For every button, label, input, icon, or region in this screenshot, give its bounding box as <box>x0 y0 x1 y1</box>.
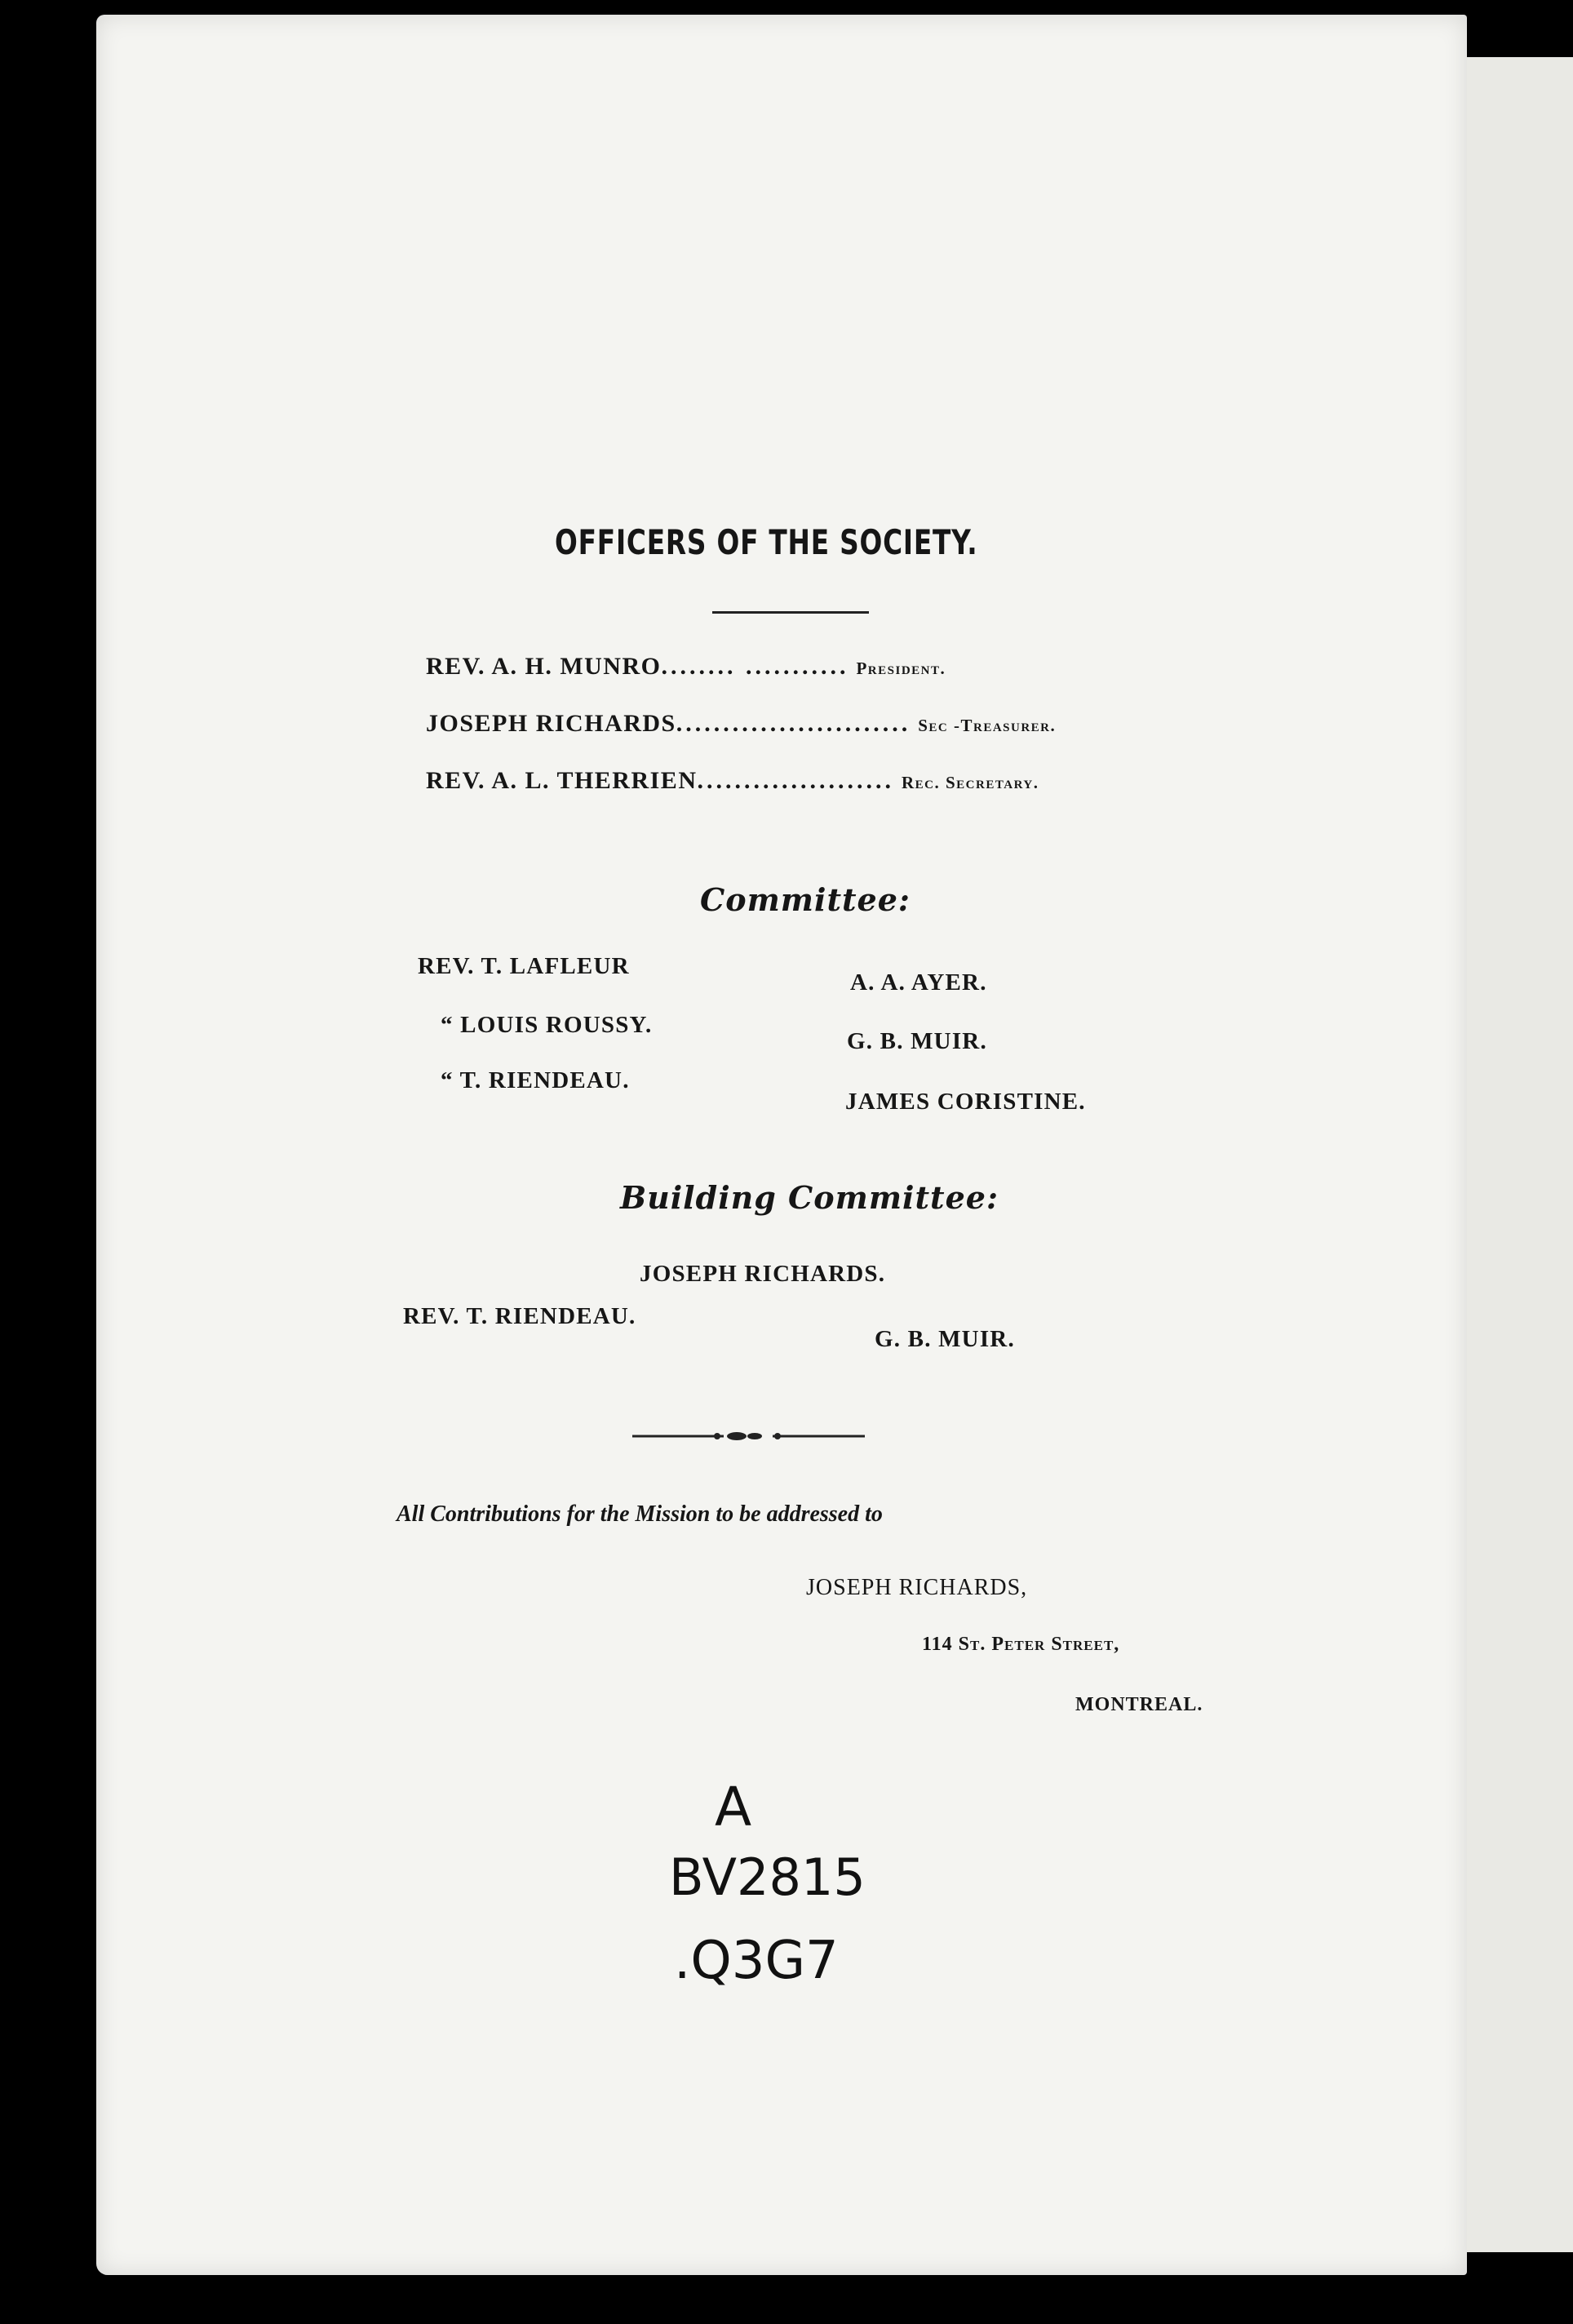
leader-dots: ........ ........... <box>661 653 849 680</box>
officer-role: President. <box>856 659 946 678</box>
address-city: MONTREAL. <box>1075 1694 1203 1715</box>
call-number-line: A <box>715 1776 752 1838</box>
officer-name: REV. A. L. THERRIEN <box>426 767 698 794</box>
leader-dots: ..................... <box>697 767 894 794</box>
title-underline <box>712 611 869 614</box>
address-street: 114 St. Peter Street, <box>922 1634 1120 1655</box>
ornamental-rule <box>632 1428 865 1444</box>
contributions-line: All Contributions for the Mission to be addressed to <box>397 1501 883 1527</box>
committee-member: “ LOUIS ROUSSY. <box>441 1012 653 1038</box>
building-committee-member: JOSEPH RICHARDS. <box>640 1261 886 1287</box>
committee-member: A. A. AYER. <box>850 969 987 996</box>
page-title: OFFICERS OF THE SOCIETY. <box>555 522 978 562</box>
committee-member: G. B. MUIR. <box>847 1028 987 1054</box>
officer-role: Sec -Treasurer. <box>918 716 1057 735</box>
officer-role: Rec. Secretary. <box>901 773 1039 792</box>
address-name: JOSEPH RICHARDS, <box>806 1575 1028 1600</box>
committee-member: “ T. RIENDEAU. <box>441 1067 630 1093</box>
building-committee-heading: Building Committee: <box>620 1179 999 1216</box>
call-number-line: .Q3G7 <box>674 1931 839 1991</box>
building-committee-member: G. B. MUIR. <box>875 1326 1015 1352</box>
committee-member: REV. T. LAFLEUR <box>418 953 630 979</box>
officer-name: JOSEPH RICHARDS <box>426 710 676 737</box>
officer-row-president <box>426 653 946 681</box>
committee-heading: Committee: <box>700 881 911 918</box>
building-committee-member: REV. T. RIENDEAU. <box>403 1303 636 1329</box>
leader-dots: ......................... <box>676 710 911 737</box>
officer-row-secretary <box>426 767 1039 795</box>
officer-row-treasurer <box>426 710 1056 738</box>
committee-member: JAMES CORISTINE. <box>845 1089 1086 1115</box>
officer-name: REV. A. H. MUNRO <box>426 653 662 680</box>
call-number-line: BV2815 <box>669 1847 866 1907</box>
